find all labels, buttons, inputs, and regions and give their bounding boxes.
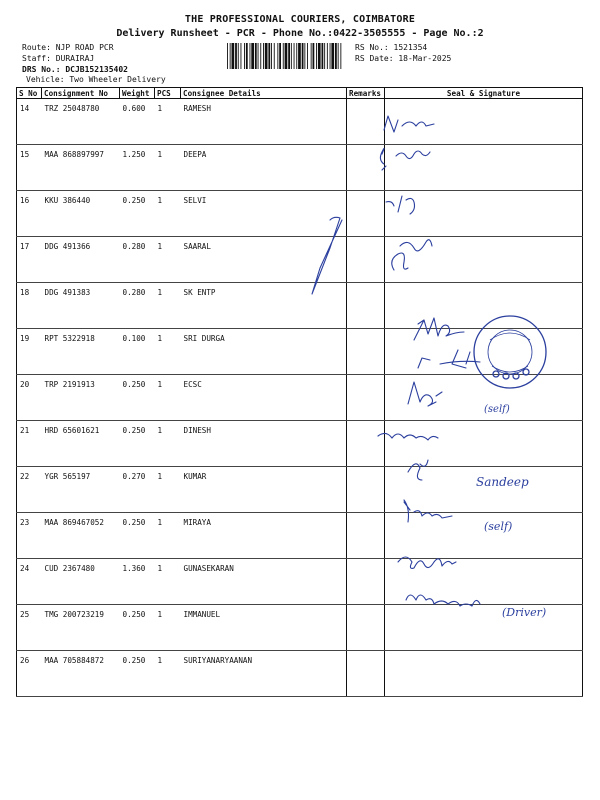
table-row [17,513,583,559]
barcode-bar [304,43,305,69]
handwritten-self-1: (self) [484,404,510,415]
cell-consignee: SELVI [181,191,347,237]
runsheet-subtitle: Delivery Runsheet - PCR - Phone No.:0422-3505555 - Page No.:2 [116,28,484,39]
handwritten-driver: (Driver) [502,606,547,619]
cell-weight: 0.100 [120,329,155,375]
barcode-bar [288,43,290,69]
cell-consignee: SK ENTP [181,283,347,329]
barcode-bar [250,43,251,69]
cell-remarks [347,375,385,421]
cell-consignment: YGR 565197 [42,467,120,513]
barcode-bar [274,43,275,69]
cell-consignment: CUD 2367480 [42,559,120,605]
cell-remarks [347,329,385,375]
cell-consignment: TRZ 25048780 [42,99,120,145]
barcode-bar [324,43,325,69]
cell-weight: 0.280 [120,237,155,283]
cell-consignee: ECSC [181,375,347,421]
barcode-bar [302,43,304,69]
barcode-bar [235,43,237,69]
cell-weight: 1.250 [120,145,155,191]
cell-sno: 22 [17,467,42,513]
cell-pcs: 1 [155,99,181,145]
barcode-bar [268,43,270,69]
cell-seal-signature [385,421,583,467]
barcode-bar [294,43,295,69]
cell-weight: 1.360 [120,559,155,605]
barcode-bar [307,43,308,69]
barcode-bar [327,43,328,69]
cell-remarks [347,651,385,697]
rs-date: RS Date: 18-Mar-2025 [355,54,452,63]
cell-remarks [347,191,385,237]
cell-seal-signature [385,237,583,283]
cell-remarks [347,513,385,559]
table-header-row [17,88,583,99]
cell-seal-signature [385,329,583,375]
barcode-bar [255,43,257,69]
cell-remarks [347,145,385,191]
cell-consignee: IMMANUEL [181,605,347,651]
cell-seal-signature [385,375,583,421]
cell-sno: 23 [17,513,42,559]
cell-pcs: 1 [155,651,181,697]
col-remarks: Remarks [347,88,385,99]
barcode-bar [230,43,231,69]
barcode-bar [291,43,292,69]
table-row [17,651,583,697]
cell-weight: 0.250 [120,651,155,697]
cell-pcs: 1 [155,605,181,651]
cell-seal-signature [385,467,583,513]
cell-pcs: 1 [155,559,181,605]
col-sno: S No [17,88,42,99]
cell-consignment: MAA 868897997 [42,145,120,191]
cell-seal-signature [385,559,583,605]
cell-weight: 0.270 [120,467,155,513]
cell-sno: 20 [17,375,42,421]
barcode-bar [313,43,315,69]
vehicle-label: Vehicle: Two Wheeler Delivery [26,75,166,84]
barcode-bar [246,43,248,69]
cell-consignee: GUNASEKARAN [181,559,347,605]
barcode-bar [263,43,264,69]
col-consignee: Consignee Details [181,88,347,99]
cell-sno: 14 [17,99,42,145]
table-row [17,145,583,191]
barcode-bar [265,43,268,69]
rs-number: RS No.: 1521354 [355,43,428,52]
cell-pcs: 1 [155,513,181,559]
table-row [17,329,583,375]
barcode-bar [260,43,261,69]
cell-consignee: SAARAL [181,237,347,283]
barcode-bar [331,43,334,69]
cell-consignee: KUMAR [181,467,347,513]
runsheet-table [16,87,583,697]
barcode [227,43,343,69]
barcode-bar [241,43,242,69]
cell-consignment: TMG 200723219 [42,605,120,651]
table-row [17,191,583,237]
cell-seal-signature [385,651,583,697]
cell-pcs: 1 [155,421,181,467]
cell-seal-signature [385,99,583,145]
cell-consignment: KKU 386440 [42,191,120,237]
barcode-bar [244,43,245,69]
cell-pcs: 1 [155,375,181,421]
cell-remarks [347,605,385,651]
cell-consignment: MAA 705884872 [42,651,120,697]
cell-pcs: 1 [155,329,181,375]
cell-remarks [347,559,385,605]
cell-consignee: DEEPA [181,145,347,191]
cell-remarks [347,421,385,467]
table-row [17,283,583,329]
cell-weight: 0.250 [120,191,155,237]
barcode-bar [238,43,239,69]
cell-weight: 0.250 [120,513,155,559]
cell-consignment: TRP 2191913 [42,375,120,421]
col-weight: Weight [120,88,155,99]
handwritten-self-2: (self) [484,520,513,533]
handwritten-sandeep: Sandeep [476,475,529,489]
cell-consignment: DDG 491383 [42,283,120,329]
cell-consignee: RAMESH [181,99,347,145]
barcode-bar [298,43,301,69]
cell-pcs: 1 [155,237,181,283]
barcode-bar [330,43,331,69]
cell-sno: 26 [17,651,42,697]
barcode-bar [338,43,339,69]
barcode-bar [232,43,235,69]
drs-number: DRS No.: DCJB152135402 [22,65,128,74]
col-pcs: PCS [155,88,181,99]
cell-remarks [347,99,385,145]
barcode-bar [296,43,297,69]
table-row [17,467,583,513]
cell-remarks [347,467,385,513]
barcode-bar [258,43,259,69]
table-row [17,421,583,467]
cell-consignment: DDG 491366 [42,237,120,283]
cell-pcs: 1 [155,145,181,191]
barcode-bar [316,43,317,69]
cell-consignment: MAA 869467052 [42,513,120,559]
cell-remarks [347,237,385,283]
cell-sno: 18 [17,283,42,329]
cell-consignment: HRD 65601621 [42,421,120,467]
barcode-bar [227,43,228,69]
cell-consignee: SRI DURGA [181,329,347,375]
cell-weight: 0.250 [120,375,155,421]
staff-label: Staff: DURAIRAJ [22,54,95,63]
cell-sno: 25 [17,605,42,651]
cell-sno: 21 [17,421,42,467]
table-row [17,237,583,283]
barcode-bar [285,43,288,69]
table-row [17,99,583,145]
cell-seal-signature [385,191,583,237]
cell-weight: 0.250 [120,605,155,651]
barcode-bar [251,43,254,69]
barcode-bar [311,43,312,69]
barcode-bar [277,43,278,69]
cell-sno: 17 [17,237,42,283]
cell-pcs: 1 [155,191,181,237]
barcode-bar [340,43,341,69]
cell-consignee: SURIYANARYAANAN [181,651,347,697]
col-consignment: Consignment No [42,88,120,99]
cell-seal-signature [385,513,583,559]
table-row [17,605,583,651]
cell-remarks [347,283,385,329]
table-row [17,559,583,605]
barcode-bar [318,43,321,69]
cell-pcs: 1 [155,283,181,329]
cell-pcs: 1 [155,467,181,513]
cell-consignment: RPT 5322918 [42,329,120,375]
cell-weight: 0.280 [120,283,155,329]
cell-sno: 24 [17,559,42,605]
col-seal: Seal & Signature [385,88,583,99]
cell-consignee: MIRAYA [181,513,347,559]
company-title: THE PROFESSIONAL COURIERS, COIMBATORE [184,14,416,25]
cell-weight: 0.250 [120,421,155,467]
cell-seal-signature [385,283,583,329]
table-row [17,375,583,421]
cell-weight: 0.600 [120,99,155,145]
cell-sno: 15 [17,145,42,191]
barcode-bar [283,43,284,69]
barcode-bar [322,43,324,69]
barcode-bar [271,43,272,69]
barcode-bar [279,43,281,69]
barcode-bar [335,43,337,69]
cell-consignee: DINESH [181,421,347,467]
cell-seal-signature [385,145,583,191]
cell-seal-signature [385,605,583,651]
cell-sno: 19 [17,329,42,375]
cell-sno: 16 [17,191,42,237]
route-label: Route: NJP ROAD PCR [22,43,114,52]
